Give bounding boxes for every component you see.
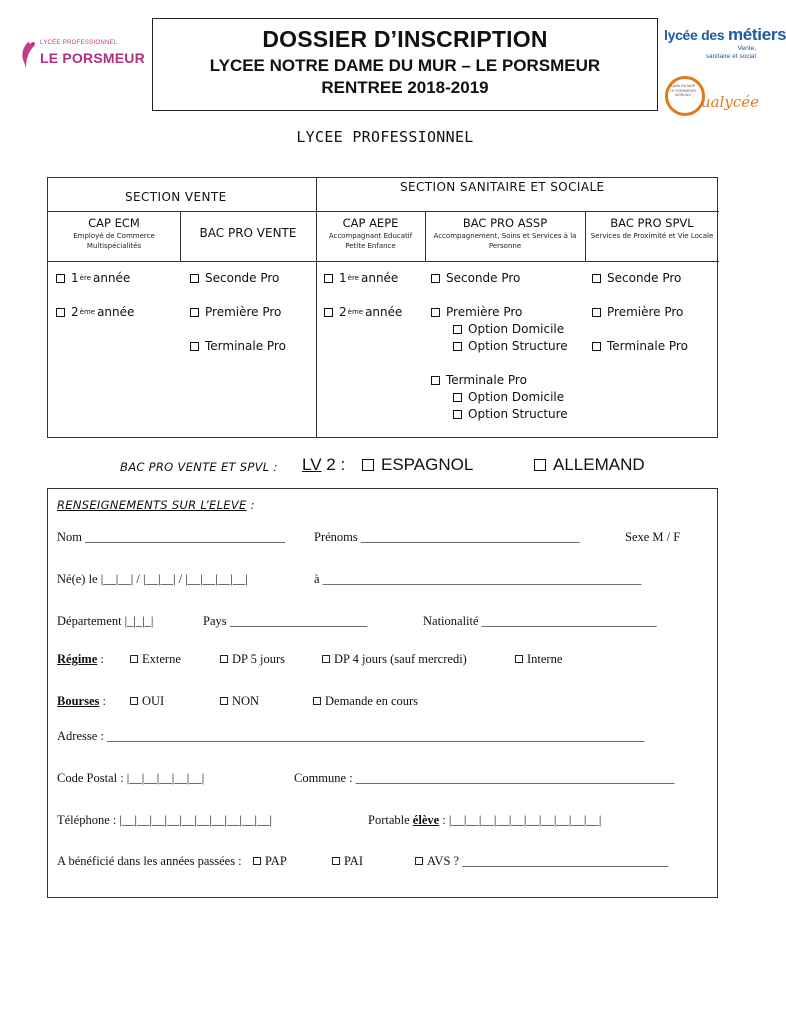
document-title: DOSSIER D’INSCRIPTION [262, 26, 548, 52]
bourses-oui-checkbox[interactable]: OUI [130, 694, 164, 709]
assp-premiere-checkbox[interactable]: Première Pro [431, 305, 522, 319]
cap-ecm-year1-checkbox[interactable]: 1 ère année [56, 271, 130, 285]
bourses-label: Bourses : [57, 694, 106, 708]
assp-terminale-structure-checkbox[interactable]: Option Structure [453, 407, 568, 421]
spvl-premiere-checkbox[interactable]: Première Pro [592, 305, 683, 319]
bac-vente-seconde-checkbox[interactable]: Seconde Pro [190, 271, 279, 285]
qualycee-inner-text: Lycée DU MUR LE PORSMEUR MORLAIX [670, 84, 696, 97]
bourses-demande-checkbox[interactable]: Demande en cours [313, 694, 418, 709]
col-cap-ecm-sub: Employé de Commerce Multispécialités [73, 232, 155, 250]
commune-field[interactable]: Commune : ___________________________________________________ [294, 771, 675, 785]
school-year: RENTREE 2018-2019 [321, 78, 489, 97]
cap-aepe-year2-checkbox[interactable]: 2 ème année [324, 305, 402, 319]
assp-terminale-checkbox[interactable]: Terminale Pro [431, 373, 527, 387]
telephone-field[interactable]: Téléphone : |__|__|__|__|__|__|__|__|__|__| [57, 813, 273, 827]
col-spvl-sub: Services de Proximité et Vie Locale [590, 232, 714, 240]
col-spvl-title: BAC PRO SPVL [610, 216, 694, 230]
regime-dp4-checkbox[interactable]: DP 4 jours (sauf mercredi) [322, 652, 467, 667]
col-cap-aepe-title: CAP AEPE [342, 216, 399, 230]
benef-pap-checkbox[interactable]: PAP [253, 854, 287, 869]
assp-premiere-structure-checkbox[interactable]: Option Structure [453, 339, 568, 353]
birthdate-field[interactable]: Né(e) le |__|__| / |__|__| / |__|__|__|__| [57, 572, 248, 586]
beneficie-label: A bénéficié dans les années passées : [57, 854, 242, 868]
lv2-label: BAC PRO VENTE ET SPVL : [120, 460, 278, 474]
section-heading-lycee-pro: LYCEE PROFESSIONNEL [296, 128, 474, 146]
metiers-logo-name-big: métiers [727, 25, 786, 44]
lv2-allemand-checkbox[interactable]: ALLEMAND [534, 455, 645, 475]
bac-vente-premiere-checkbox[interactable]: Première Pro [190, 305, 281, 319]
regime-dp5-checkbox[interactable]: DP 5 jours [220, 652, 285, 667]
prenoms-field[interactable]: Prénoms ___________________________________ [314, 530, 580, 544]
porsmeur-logo [18, 36, 143, 76]
spvl-seconde-checkbox[interactable]: Seconde Pro [592, 271, 681, 285]
metiers-logo-name: lycée des [664, 27, 728, 43]
assp-terminale-domicile-checkbox[interactable]: Option Domicile [453, 390, 564, 404]
lv2-code: LV 2 : [302, 455, 346, 474]
regime-interne-checkbox[interactable]: Interne [515, 652, 562, 667]
birthplace-field[interactable]: à ___________________________________________________ [314, 572, 642, 586]
bourses-non-checkbox[interactable]: NON [220, 694, 259, 709]
regime-label: Régime : [57, 652, 104, 666]
adresse-field[interactable]: Adresse : ______________________________________________________________________________________ [57, 729, 645, 743]
nationalite-field[interactable]: Nationalité ____________________________ [423, 614, 657, 628]
nom-field[interactable]: Nom ________________________________ [57, 530, 286, 544]
col-cap-ecm-title: CAP ECM [88, 216, 140, 230]
school-name: LYCEE NOTRE DAME DU MUR – LE PORSMEUR [209, 56, 601, 75]
qualycee-logo [663, 76, 763, 120]
bac-vente-terminale-checkbox[interactable]: Terminale Pro [190, 339, 286, 353]
col-assp-title: BAC PRO ASSP [462, 216, 548, 230]
metiers-logo-line1: Vente, [737, 45, 756, 52]
qualycee-text: ualycée [701, 93, 760, 111]
sections-table [47, 177, 718, 438]
avs-field[interactable]: AVS ? _________________________________ [415, 854, 668, 869]
metiers-logo-line2: sanitaire et social [705, 53, 756, 60]
sexe-field[interactable]: Sexe M / F [625, 530, 681, 544]
assp-seconde-checkbox[interactable]: Seconde Pro [431, 271, 520, 285]
section-vente-title: SECTION VENTE [125, 190, 227, 204]
porsmeur-logo-name: LE PORSMEUR [40, 50, 145, 66]
porsmeur-mark-icon [18, 40, 38, 70]
code-postal-field[interactable]: Code Postal : |__|__|__|__|__| [57, 771, 205, 785]
col-bac-vente-title: BAC PRO VENTE [199, 226, 297, 240]
assp-premiere-domicile-checkbox[interactable]: Option Domicile [453, 322, 564, 336]
col-cap-aepe-sub: Accompagnant Educatif Petite Enfance [328, 232, 413, 250]
student-info-box [47, 488, 718, 898]
spvl-terminale-checkbox[interactable]: Terminale Pro [592, 339, 688, 353]
student-info-heading: RENSEIGNEMENTS SUR L’ELEVE : [57, 498, 255, 512]
lv2-line [0, 455, 770, 477]
portable-field[interactable]: Portable élève : |__|__|__|__|__|__|__|__|__|__| [368, 813, 602, 827]
title-box [152, 18, 658, 111]
benef-pai-checkbox[interactable]: PAI [332, 854, 363, 869]
departement-field[interactable]: Département |_|_|_| [57, 614, 154, 628]
lv2-espagnol-checkbox[interactable]: ESPAGNOL [362, 455, 473, 475]
pays-field[interactable]: Pays ______________________ [203, 614, 368, 628]
cap-aepe-year1-checkbox[interactable]: 1 ère année [324, 271, 398, 285]
col-assp-sub: Accompagnement, Soins et Services à la Personne [433, 232, 577, 250]
lycee-des-metiers-logo [664, 25, 786, 67]
cap-ecm-year2-checkbox[interactable]: 2 ème année [56, 305, 134, 319]
regime-externe-checkbox[interactable]: Externe [130, 652, 181, 667]
porsmeur-logo-small: LYCÉE PROFESSIONNEL [40, 40, 118, 46]
section-sanitaire-title: SECTION SANITAIRE ET SOCIALE [400, 180, 605, 194]
